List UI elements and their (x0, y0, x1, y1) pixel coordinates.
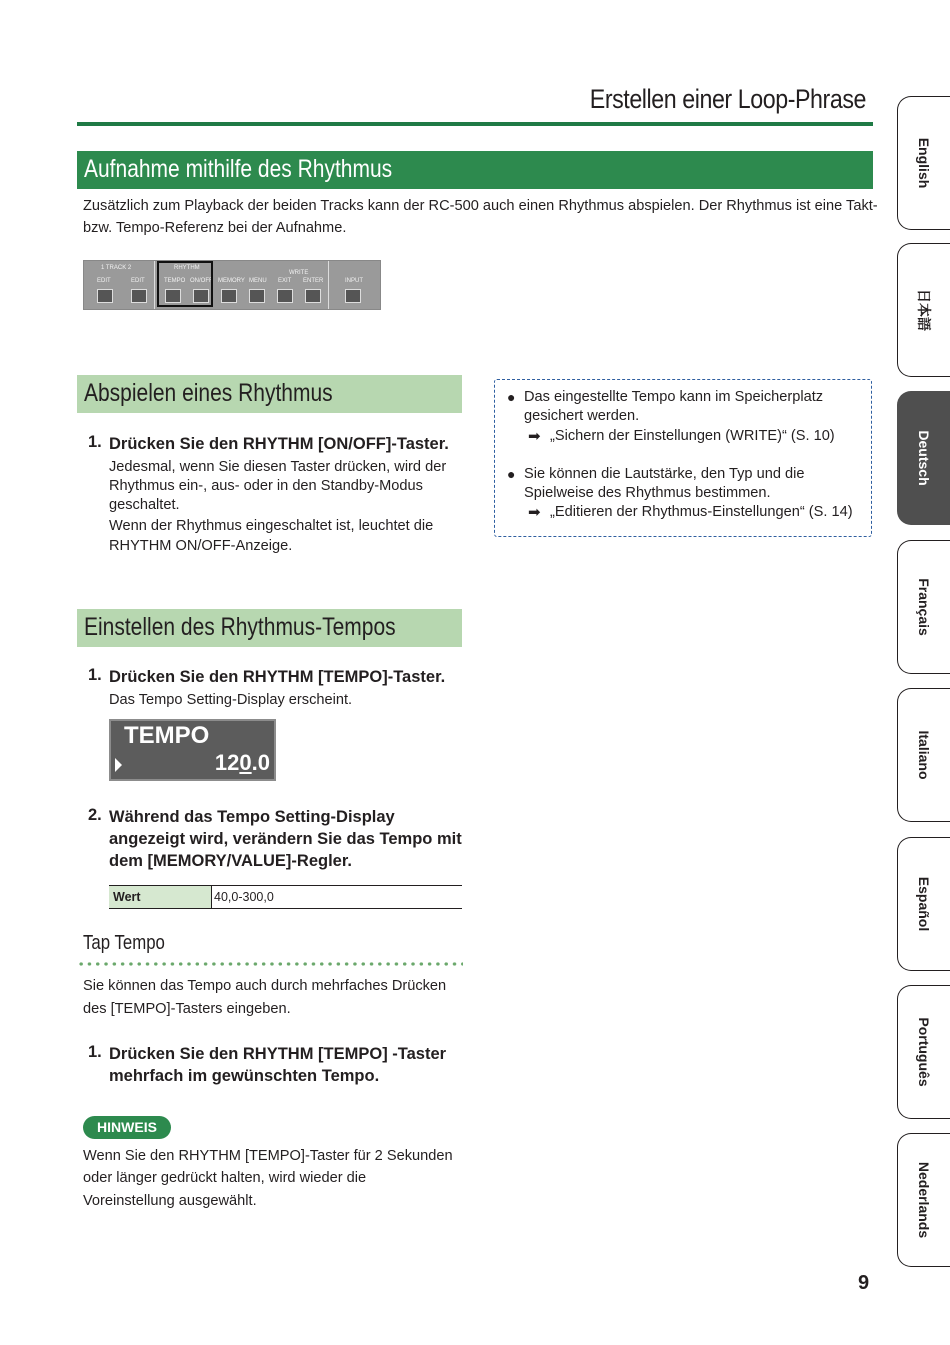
hint-line: Wenn Sie den RHYTHM [TEMPO]-Taster für 2 Sekunden (83, 1148, 453, 1164)
intro-line-2: bzw. Tempo-Referenz bei der Aufnahme. (83, 220, 347, 236)
step-title-line: dem [MEMORY/VALUE]-Regler. (109, 852, 352, 870)
step-number: 2. (88, 806, 102, 824)
panel-label: MEMORY (218, 278, 245, 284)
panel-group-rhythm: RHYTHM (174, 265, 200, 271)
arrow-right-icon: ➡ (528, 428, 541, 445)
panel-button (345, 289, 361, 303)
hint-line: Voreinstellung ausgewählt. (83, 1193, 257, 1209)
tab-label: Português (916, 1017, 932, 1087)
bullet-icon: ● (507, 466, 516, 482)
cursor-arrow-icon (115, 758, 122, 772)
step-body-line: RHYTHM ON/OFF-Anzeige. (109, 538, 293, 554)
section-heading-tempo (77, 609, 462, 647)
tab-deutsch[interactable] (897, 391, 950, 525)
dotted-divider (77, 961, 463, 967)
note-reference-link[interactable]: „Editieren der Rhythmus-Einstellungen“ (S. 14) (550, 504, 853, 520)
subsection-title: Tap Tempo (83, 932, 165, 954)
panel-button (305, 289, 321, 303)
panel-label: MENU (249, 278, 267, 284)
tab-italiano[interactable] (897, 688, 950, 822)
step-title: Drücken Sie den RHYTHM [ON/OFF]-Taster. (109, 435, 449, 453)
step-title: Drücken Sie den RHYTHM [TEMPO]-Taster. (109, 668, 446, 686)
intro-line-1: Zusätzlich zum Playback der beiden Tracks kann der RC-500 auch einen Rhythmus abspielen. Der Rhythmus ist eine Takt- (83, 198, 878, 214)
step-title-line: Während das Tempo Setting-Display (109, 808, 395, 826)
table-key: Wert (113, 890, 141, 904)
section-heading-recording (77, 151, 873, 189)
rhythm-highlight-frame (157, 261, 213, 307)
tap-body-line: Sie können das Tempo auch durch mehrfaches Drücken (83, 978, 447, 994)
arrow-right-icon: ➡ (528, 504, 541, 521)
step-title-line: Drücken Sie den RHYTHM [TEMPO] -Taster (109, 1045, 447, 1063)
note-reference-link[interactable]: „Sichern der Einstellungen (WRITE)“ (S. 10) (550, 428, 835, 444)
step-number: 1. (88, 433, 102, 451)
step-body-line: Rhythmus ein-, aus- oder in den Standby-Modus (109, 478, 423, 494)
panel-label: INPUT (345, 278, 363, 284)
bullet-icon: ● (507, 389, 516, 405)
display-value-integer: 12 (214, 750, 240, 775)
panel-label: EDIT (97, 278, 111, 284)
tab-label: Italiano (916, 730, 932, 780)
display-value (215, 750, 270, 776)
display-value-decimal: .0 (251, 750, 270, 775)
table-value: 40,0-300,0 (214, 890, 274, 904)
step-body-line: Wenn der Rhythmus eingeschaltet ist, leuchtet die (109, 518, 434, 534)
tab-portugues[interactable] (897, 985, 950, 1119)
panel-button (221, 289, 237, 303)
step-body-line: Das Tempo Setting-Display erscheint. (109, 692, 353, 708)
panel-button (277, 289, 293, 303)
tab-label: English (916, 137, 932, 189)
table-key-cell (109, 886, 212, 908)
step-title-line: angezeigt wird, verändern Sie das Tempo mit (109, 830, 462, 848)
panel-label: ENTER (303, 278, 324, 284)
panel-label: EXIT (278, 278, 292, 284)
panel-group-track: 1 TRACK 2 (101, 265, 132, 271)
tab-label: Deutsch (916, 430, 932, 486)
panel-divider (154, 261, 155, 309)
section-heading-text: Einstellen des Rhythmus-Tempos (84, 613, 396, 641)
panel-button (249, 289, 265, 303)
tab-francais[interactable] (897, 540, 950, 674)
step-body-line: geschaltet. (109, 497, 180, 513)
tab-japanese[interactable] (897, 243, 950, 377)
step-title-line: mehrfach im gewünschten Tempo. (109, 1067, 380, 1085)
panel-label: EDIT (131, 278, 145, 284)
page-number: 9 (858, 1272, 870, 1294)
tab-label: 日本語 (916, 289, 932, 331)
panel-group-write: WRITE (289, 270, 309, 276)
section-heading-play (77, 375, 462, 413)
panel-button (131, 289, 147, 303)
hint-badge: HINWEIS (83, 1116, 171, 1139)
tab-label: Nederlands (916, 1161, 932, 1239)
note-box (494, 379, 872, 537)
tap-body-line: des [TEMPO]-Tasters eingeben. (83, 1001, 291, 1017)
note-line: gesichert werden. (524, 408, 640, 424)
hint-line: oder länger gedrückt halten, wird wieder die (83, 1170, 367, 1186)
tab-espanol[interactable] (897, 837, 950, 971)
step-number: 1. (88, 1043, 102, 1061)
tab-english[interactable] (897, 96, 950, 230)
note-line: Sie können die Lautstärke, den Typ und die (524, 466, 805, 482)
step-number: 1. (88, 666, 102, 684)
panel-label: ON/OFF (190, 278, 213, 284)
panel-divider (328, 261, 329, 309)
display-value-cursor-digit: 0 (239, 750, 252, 775)
tempo-display (109, 719, 276, 781)
panel-button (97, 289, 113, 303)
tab-label: Español (916, 876, 932, 932)
note-line: Das eingestellte Tempo kann im Speicherplatz (524, 389, 824, 405)
step-body-line: Jedesmal, wenn Sie diesen Taster drücken, wird der (109, 459, 447, 475)
section-heading-text: Abspielen eines Rhythmus (84, 379, 333, 407)
tab-nederlands[interactable] (897, 1133, 950, 1267)
note-line: Spielweise des Rhythmus bestimmen. (524, 485, 771, 501)
page-title: Erstellen einer Loop-Phrase (589, 84, 866, 114)
panel-illustration (83, 260, 381, 310)
table-rule (109, 908, 462, 909)
tab-label: Français (916, 578, 932, 636)
panel-label: TEMPO (164, 278, 186, 284)
section-heading-text: Aufnahme mithilfe des Rhythmus (84, 155, 393, 183)
header-rule (77, 122, 873, 126)
display-title: TEMPO (124, 722, 210, 749)
